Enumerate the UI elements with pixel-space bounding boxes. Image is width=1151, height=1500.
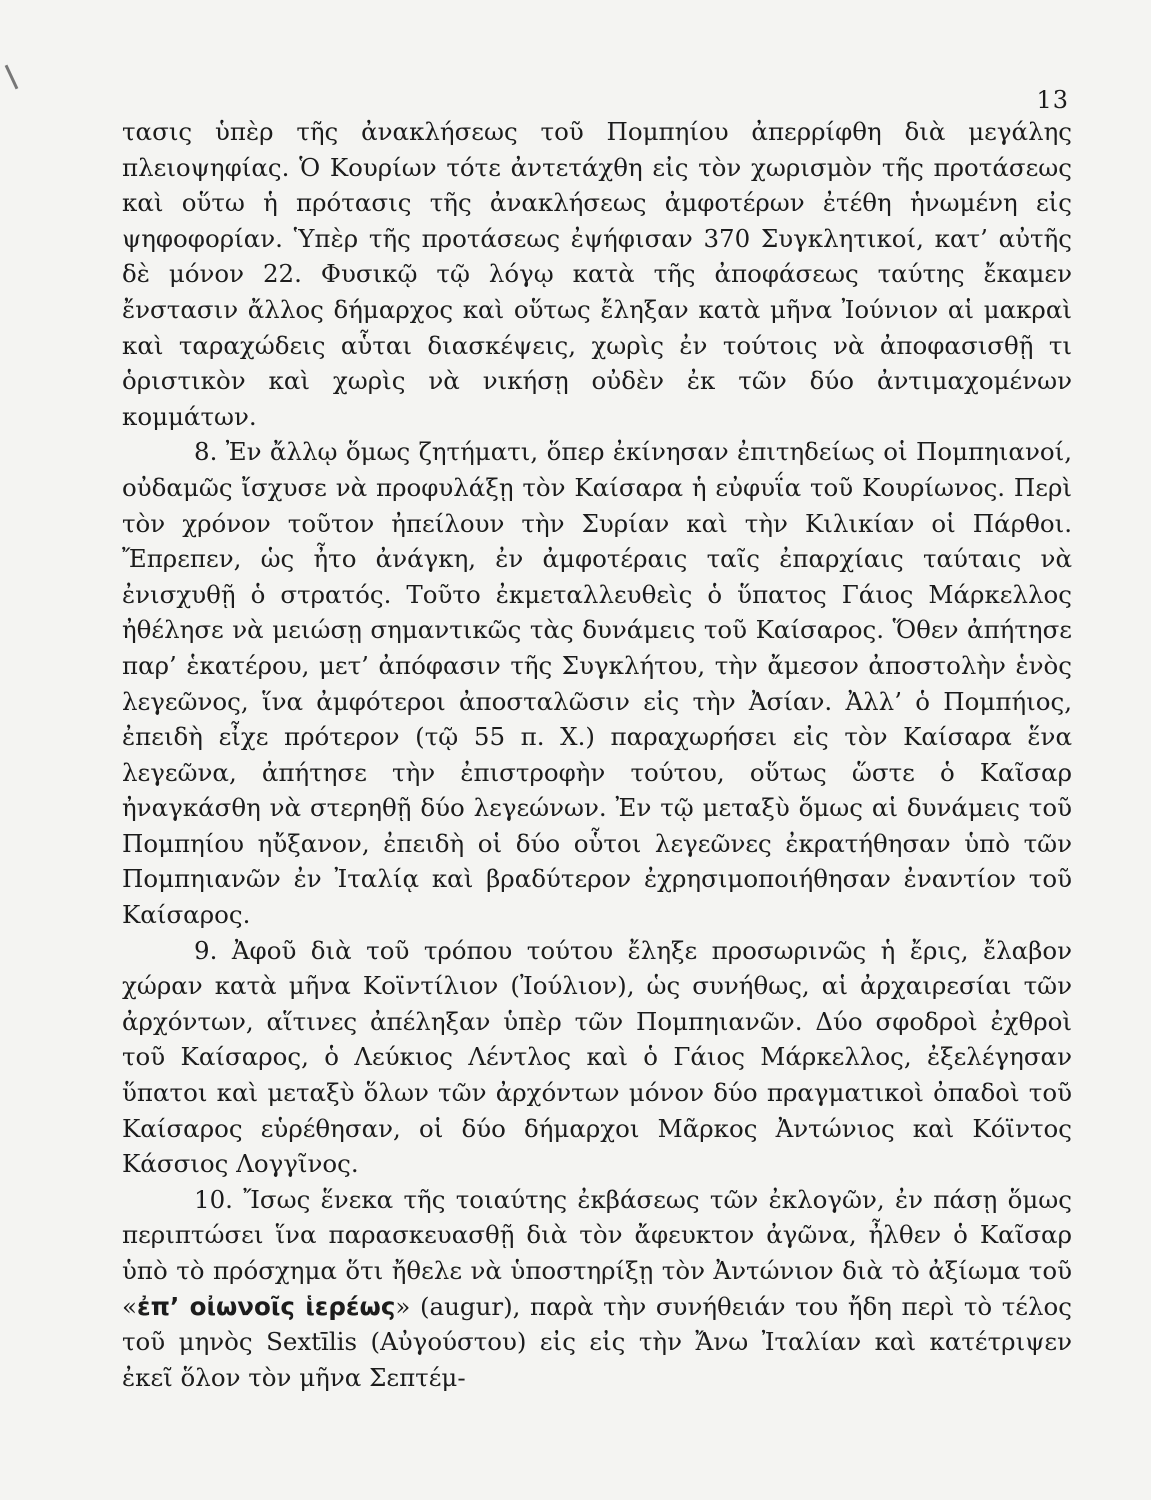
paragraph-8: 8. Ἐν ἄλλῳ ὅμως ζητήματι, ὅπερ ἐκίνησαν ἐπιτηδείως οἱ Πομπηιανοί, οὐδαμῶς ἴσχυσε νὰ προφυλάξῃ τὸν Καίσαρα ἡ εὐφυΐα τοῦ Κουρίωνος. Περὶ τὸν χρόνον τοῦτον ἠπείλουν τὴν Συρίαν καὶ τὴν Κιλικίαν οἱ Πάρθοι. Ἔπρεπεν, ὡς ἦτο ἀνάγκη, ἐν ἀμφοτέραις ταῖς ἐπαρχίαις ταύταις νὰ ἐνισχυθῇ ὁ στρατός. Τοῦτο ἐκμεταλλευθεὶς ὁ ὕπατος Γάιος Μάρκελλος ἠθέλησε νὰ μειώσῃ σημαντικῶς τὰς δυνάμεις τοῦ Καίσαρος. Ὅθεν ἀπήτησε παρ’ ἑκατέρου, μετ’ ἀπόφασιν τῆς Συγκλήτου, τὴν ἄμεσον ἀποστολὴν ἑνὸς λεγεῶνος, ἵνα ἀμφότεροι ἀποσταλῶσιν εἰς τὴν Ἀσίαν. Ἀλλ’ ὁ Πομπήιος, ἐπειδὴ εἶχε πρότερον (τῷ 55 π. Χ.) παραχωρήσει εἰς τὸν Καίσαρα ἕνα λεγεῶνα, ἀπήτησε τὴν ἐπιστροφὴν τούτου, οὕτως ὥστε ὁ Καῖσαρ ἠναγκάσθη νὰ στερηθῇ δύο λεγεώνων. Ἐν τῷ μεταξὺ ὅμως αἱ δυνάμεις τοῦ Πομπηίου ηὔξανον, ἐπειδὴ οἱ δύο οὗτοι λεγεῶνες ἐκρατήθησαν ὑπὸ τῶν Πομπηιανῶν ἐν Ἰταλίᾳ καὶ βραδύτερον ἐχρησιμοποιήθησαν ἐναντίον τοῦ Καίσαρος. bbox=[122, 437, 1072, 930]
body-text bbox=[122, 114, 1072, 1395]
paragraph-10-text-before: 10. Ἴσως ἕνεκα τῆς τοιαύτης ἐκβάσεως τῶν ἐκλογῶν, ἐν πάσῃ ὅμως περιπτώσει ἵνα παρασκευασθῇ διὰ τὸν ἄφευκτον ἀγῶνα, ἦλθεν ὁ Καῖσαρ ὑπὸ τὸ πρόσχημα ὅτι ἤθελε νὰ ὑποστηρίξῃ τὸν Ἀντώνιον διὰ τὸ ἀξίωμα τοῦ « bbox=[122, 1184, 1072, 1321]
paragraph-10-text-after: » (augur), παρὰ τὴν συνήθειάν του ἤδη περὶ τὸ τέλος τοῦ μηνὸς Sextīlis (Αὐγούστου) εἰς εἰς τὴν Ἄνω Ἰταλίαν καὶ κατέτριψεν ἐκεῖ ὅλον τὸν μῆνα Σεπτέμ- bbox=[122, 1291, 1072, 1392]
paragraph-continued: τασις ὑπὲρ τῆς ἀνακλήσεως τοῦ Πομπηίου ἀπερρίφθη διὰ μεγάλης πλειοψηφίας. Ὁ Κουρίων τότε ἀντετάχθη εἰς τὸν χωρισμὸν τῆς προτάσεως καὶ οὕτω ἡ πρότασις τῆς ἀνακλήσεως ἀμφοτέρων ἐτέθη ἡνωμένη εἰς ψηφοφορίαν. Ὑπὲρ τῆς προτάσεως ἐψήφισαν 370 Συγκλητικοί, κατ’ αὐτῆς δὲ μόνον 22. Φυσικῷ τῷ λόγῳ κατὰ τῆς ἀποφάσεως ταύτης ἔκαμεν ἔνστασιν ἄλλος δήμαρχος καὶ οὕτως ἔληξαν κατὰ μῆνα Ἰούνιον αἱ μακραὶ καὶ ταραχώδεις αὗται διασκέψεις, χωρὶς ἐν τούτοις νὰ ἀποφασισθῇ τι ὁριστικὸν καὶ χωρὶς νὰ νικήσῃ οὐδὲν ἐκ τῶν δύο ἀντιμαχομένων κομμάτων. bbox=[122, 117, 1072, 431]
page-number: 13 bbox=[1036, 86, 1069, 114]
paragraph-9: 9. Ἀφοῦ διὰ τοῦ τρόπου τούτου ἔληξε προσωρινῶς ἡ ἔρις, ἔλαβον χώραν κατὰ μῆνα Κοϊντίλιον (Ἰούλιον), ὡς συνήθως, αἱ ἀρχαιρεσίαι τῶν ἀρχόντων, αἵτινες ἀπέληξαν ὑπὲρ τῶν Πομπηιανῶν. Δύο σφοδροὶ ἐχθροὶ τοῦ Καίσαρος, ὁ Λεύκιος Λέντλος καὶ ὁ Γάιος Μάρκελλος, ἐξελέγησαν ὕπατοι καὶ μεταξὺ ὅλων τῶν ἀρχόντων μόνον δύο πραγματικοὶ ὀπαδοὶ τοῦ Καίσαρος εὑρέθησαν, οἱ δύο δήμαρχοι Μᾶρκος Ἀντώνιος καὶ Κόϊντος Κάσσιος Λογγῖνος. bbox=[122, 935, 1072, 1179]
augur-term-bold: ἐπ’ οἰωνοῖς ἱερέως bbox=[137, 1291, 396, 1321]
scan-margin-mark bbox=[5, 65, 19, 90]
paragraph-10 bbox=[122, 1182, 1072, 1396]
